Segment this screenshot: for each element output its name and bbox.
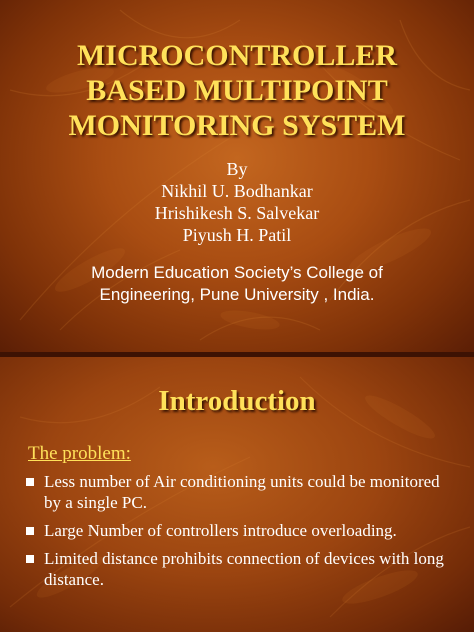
author-name: Hrishikesh S. Salvekar: [154, 203, 320, 223]
bullet-text: Limited distance prohibits connection of devices with long distance.: [44, 549, 444, 589]
author-block: [0, 158, 474, 246]
author-name: Piyush H. Patil: [182, 225, 292, 245]
square-bullet-icon: [26, 527, 34, 535]
bullet-text: Less number of Air conditioning units could be monitored by a single PC.: [44, 472, 440, 512]
author-name: Nikhil U. Bodhankar: [161, 181, 313, 201]
bullet-item: [26, 471, 456, 513]
problem-subheading: The problem:: [28, 443, 131, 464]
college-line: Engineering, Pune University , India.: [99, 285, 375, 304]
bullet-text: Large Number of controllers introduce overloading.: [44, 521, 397, 540]
title-line: MONITORING SYSTEM: [68, 109, 406, 142]
college-line: Modern Education Society’s College of: [91, 263, 383, 282]
college-affiliation: [0, 262, 474, 306]
square-bullet-icon: [26, 555, 34, 563]
by-label: By: [226, 159, 248, 179]
bullet-item: [26, 520, 456, 541]
bullet-list: [26, 471, 456, 597]
slide-title: [0, 38, 474, 143]
slide-title: Introduction: [158, 385, 316, 417]
square-bullet-icon: [26, 478, 34, 486]
title-line: MICROCONTROLLER: [76, 39, 398, 72]
introduction-slide: [0, 357, 474, 632]
bullet-item: [26, 548, 456, 590]
title-line: BASED MULTIPOINT: [86, 74, 388, 107]
